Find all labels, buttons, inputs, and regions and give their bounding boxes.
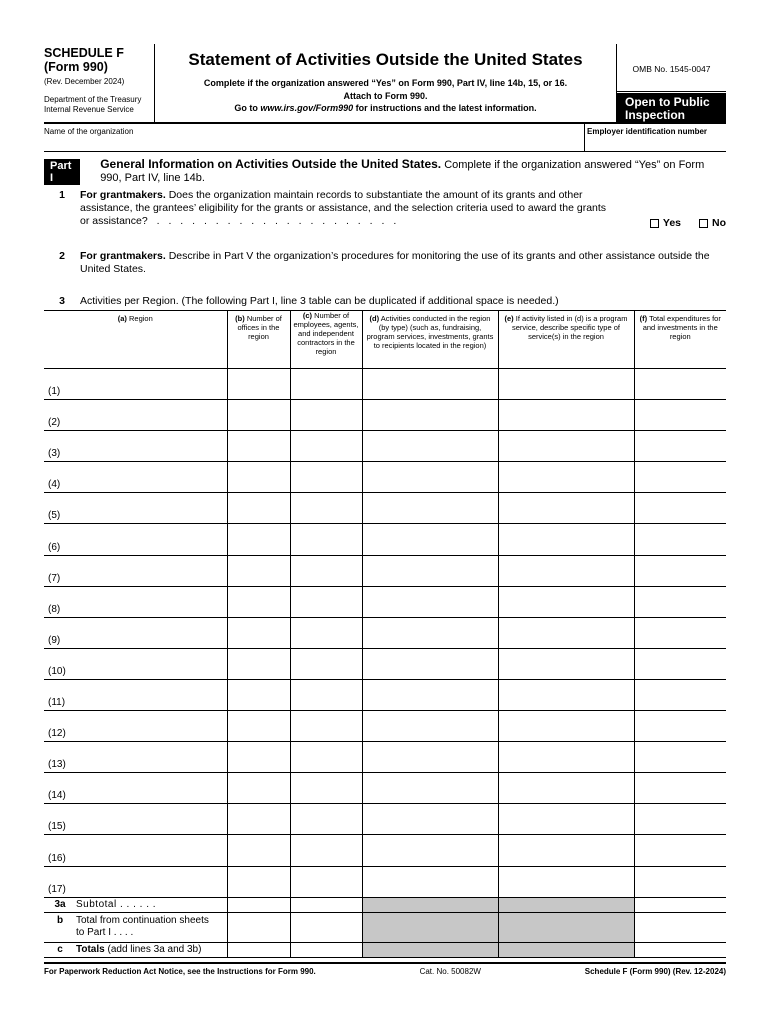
part1-title: General Information on Activities Outside the United States. [100,157,442,171]
continuation-number: b [56,915,64,927]
row-16-activities-cell[interactable] [362,835,498,866]
totals-bold: Totals [76,944,105,956]
totals-text: (add lines 3a and 3b) [104,944,202,956]
row-12-offices-cell[interactable] [227,711,290,742]
row-4-service-type-cell[interactable] [498,462,634,493]
line-1-leader-dots: . . . . . . . . . . . . . . . . . . . . . [156,215,400,227]
row-number-label: (2) [48,417,61,429]
subtotal-text: Subtotal . . . . . . [76,899,157,911]
row-number-label: (11) [48,697,66,709]
table-row [44,493,726,524]
subtotal-e-shaded [498,897,634,912]
row-6-activities-cell[interactable] [362,524,498,555]
row-13-expenditures-cell[interactable] [634,742,726,773]
line-3-number: 3 [59,295,65,307]
row-5-activities-cell[interactable] [362,493,498,524]
totals-row [44,942,726,957]
row-15-employees-cell[interactable] [290,804,362,835]
row-7-service-type-cell[interactable] [498,555,634,586]
row-14-offices-cell[interactable] [227,773,290,804]
col-e-header [498,311,634,369]
org-name-label: Name of the organization [44,127,134,136]
row-8-service-type-cell[interactable] [498,586,634,617]
table-row [44,711,726,742]
row-6-service-type-cell[interactable] [498,524,634,555]
row-12-employees-cell[interactable] [290,711,362,742]
row-7-employees-cell[interactable] [290,555,362,586]
table-row [44,804,726,835]
row-number-label: (16) [48,852,66,864]
instruction-prefix: Go to [234,103,261,113]
row-15-region-cell[interactable] [44,804,227,835]
row-number-label: (9) [48,634,61,646]
row-12-service-type-cell[interactable] [498,711,634,742]
no-checkbox[interactable] [699,217,726,230]
row-10-offices-cell[interactable] [227,648,290,679]
form-title-block [155,44,616,122]
row-number-label: (3) [48,448,61,460]
row-15-activities-cell[interactable] [362,804,498,835]
continuation-e-shaded [498,912,634,942]
row-17-region-cell[interactable] [44,866,227,897]
continuation-f-cell[interactable] [634,912,726,942]
row-number-label: (13) [48,759,66,771]
row-12-expenditures-cell[interactable] [634,711,726,742]
row-8-activities-cell[interactable] [362,586,498,617]
row-10-expenditures-cell[interactable] [634,648,726,679]
row-1-region-cell[interactable] [44,369,227,400]
row-3-region-cell[interactable] [44,431,227,462]
instruction-line-3 [155,102,616,115]
footer-form-id: Schedule F (Form 990) (Rev. 12-2024) [584,966,726,976]
form-instructions [155,77,616,115]
row-17-service-type-cell[interactable] [498,866,634,897]
row-13-offices-cell[interactable] [227,742,290,773]
line-1-bold: For grantmakers. [80,189,166,201]
col-d-header [362,311,498,369]
table-row [44,462,726,493]
row-16-expenditures-cell[interactable] [634,835,726,866]
omb-block [616,44,726,122]
row-9-employees-cell[interactable] [290,617,362,648]
line-2-description: Describe in Part V the organization’s procedures for monitoring the use of its grants and other assistance outside the United States. [80,250,710,275]
row-5-service-type-cell[interactable] [498,493,634,524]
col-d-text: Activities conducted in the region (by type) (such as, fundraising, program services, investments, grants to recipients located in the region) [366,314,494,350]
org-identification-row [44,124,726,152]
row-9-service-type-cell[interactable] [498,617,634,648]
public-inspection-badge [617,93,726,124]
row-14-service-type-cell[interactable] [498,773,634,804]
row-number-label: (17) [48,883,66,895]
totals-e-shaded [498,942,634,957]
row-17-expenditures-cell[interactable] [634,866,726,897]
row-number-label: (8) [48,603,61,615]
continuation-label [44,912,227,942]
row-4-region-cell[interactable] [44,462,227,493]
row-8-offices-cell[interactable] [227,586,290,617]
row-9-region-cell[interactable] [44,617,227,648]
row-17-employees-cell[interactable] [290,866,362,897]
line-2-text [80,250,726,276]
row-15-offices-cell[interactable] [227,804,290,835]
table-row [44,524,726,555]
part1-header [44,158,726,185]
line-1-number: 1 [59,189,65,201]
line-1-question: Does the organization maintain records to substantiate the amount of its grants and other assistance, the grantees’ eligibility for the grants or assistance, and the selection criteria used to award the grants or assistance? [80,189,607,227]
row-11-region-cell[interactable] [44,679,227,710]
footer-paperwork-notice: For Paperwork Reduction Act Notice, see the Instructions for Form 990. [44,966,316,976]
row-6-expenditures-cell[interactable] [634,524,726,555]
row-16-service-type-cell[interactable] [498,835,634,866]
row-9-activities-cell[interactable] [362,617,498,648]
table-row [44,555,726,586]
row-16-employees-cell[interactable] [290,835,362,866]
line-1 [44,189,726,228]
revision-date: (Rev. December 2024) [44,77,125,86]
row-9-expenditures-cell[interactable] [634,617,726,648]
row-6-region-cell[interactable] [44,524,227,555]
col-f-header [634,311,726,369]
row-14-region-cell[interactable] [44,773,227,804]
col-f-text: Total expenditures for and investments in the region [642,314,721,341]
continuation-row [44,912,726,942]
row-number-label: (12) [48,728,66,740]
table-row [44,773,726,804]
row-14-employees-cell[interactable] [290,773,362,804]
row-12-activities-cell[interactable] [362,711,498,742]
totals-d-shaded [362,942,498,957]
org-name-field[interactable] [44,124,584,151]
row-2-expenditures-cell[interactable] [634,400,726,431]
row-number-label: (1) [48,386,61,398]
totals-label [44,942,227,957]
col-b-header [227,311,290,369]
col-f-letter: (f) [639,314,648,323]
continuation-text: Total from continuation sheets to Part I . . . . [76,915,209,939]
row-14-activities-cell[interactable] [362,773,498,804]
region-activities-table [44,310,726,958]
row-number-label: (5) [48,510,61,522]
row-3-expenditures-cell[interactable] [634,431,726,462]
row-7-activities-cell[interactable] [362,555,498,586]
table-body [44,369,726,958]
form-header [44,44,726,124]
row-12-region-cell[interactable] [44,711,227,742]
table-row [44,648,726,679]
table-row [44,431,726,462]
row-8-expenditures-cell[interactable] [634,586,726,617]
row-14-expenditures-cell[interactable] [634,773,726,804]
part1-heading [100,158,726,184]
omb-number: OMB No. 1545-0047 [617,44,726,92]
row-2-service-type-cell[interactable] [498,400,634,431]
row-5-employees-cell[interactable] [290,493,362,524]
row-7-offices-cell[interactable] [227,555,290,586]
row-8-employees-cell[interactable] [290,586,362,617]
page-footer [44,962,726,976]
row-5-expenditures-cell[interactable] [634,493,726,524]
row-4-employees-cell[interactable] [290,462,362,493]
table-row [44,742,726,773]
table-row [44,835,726,866]
row-10-activities-cell[interactable] [362,648,498,679]
continuation-c-cell[interactable] [290,912,362,942]
row-15-expenditures-cell[interactable] [634,804,726,835]
badge-line-2: Inspection [625,108,686,122]
no-label: No [712,217,726,229]
line-3-text: Activities per Region. (The following Part I, line 3 table can be duplicated if additional space is needed.) [80,295,559,307]
subtotal-b-cell[interactable] [227,897,290,912]
row-10-service-type-cell[interactable] [498,648,634,679]
subtotal-f-cell[interactable] [634,897,726,912]
row-16-region-cell[interactable] [44,835,227,866]
row-1-offices-cell[interactable] [227,369,290,400]
table-header-row [44,311,726,369]
row-4-expenditures-cell[interactable] [634,462,726,493]
form-id-block [44,44,155,122]
row-13-region-cell[interactable] [44,742,227,773]
yes-label: Yes [662,217,681,229]
col-a-header [44,311,227,369]
part1-tag: Part I [44,159,80,185]
badge-line-1: Open to Public [625,95,710,109]
part1-instructions: Complete if the organization answered “Yes” on Form 990, Part IV, line 14b. [100,159,705,184]
totals-number: c [57,944,63,956]
totals-c-cell[interactable] [290,942,362,957]
line-2 [44,250,726,276]
table-row [44,400,726,431]
row-11-service-type-cell[interactable] [498,679,634,710]
subtotal-number: 3a [54,899,66,911]
row-13-service-type-cell[interactable] [498,742,634,773]
continuation-d-shaded [362,912,498,942]
col-c-text: Number of employees, agents, and independent contractors in the region [293,311,359,356]
row-2-offices-cell[interactable] [227,400,290,431]
totals-b-cell[interactable] [227,942,290,957]
row-17-activities-cell[interactable] [362,866,498,897]
row-number-label: (15) [48,821,66,833]
form-page [44,44,726,976]
row-number-label: (4) [48,479,61,491]
instructions-link[interactable]: www.irs.gov/Form990 [260,103,354,113]
row-number-label: (14) [48,790,66,802]
col-a-text: Region [126,314,153,323]
line-2-number: 2 [59,250,65,262]
row-3-offices-cell[interactable] [227,431,290,462]
department-label: Department of the Treasury [44,95,142,104]
row-7-region-cell[interactable] [44,555,227,586]
subtotal-label [44,897,227,912]
subtotal-row [44,897,726,912]
row-6-offices-cell[interactable] [227,524,290,555]
row-5-region-cell[interactable] [44,493,227,524]
row-1-expenditures-cell[interactable] [634,369,726,400]
table-row [44,586,726,617]
col-e-letter: (e) [504,314,514,323]
row-13-employees-cell[interactable] [290,742,362,773]
form-title: Statement of Activities Outside the United States [188,50,583,69]
subtotal-c-cell[interactable] [290,897,362,912]
row-1-activities-cell[interactable] [362,369,498,400]
row-3-employees-cell[interactable] [290,431,362,462]
row-number-label: (10) [48,665,66,677]
row-2-employees-cell[interactable] [290,400,362,431]
row-11-offices-cell[interactable] [227,679,290,710]
row-11-employees-cell[interactable] [290,679,362,710]
table-row [44,866,726,897]
row-4-offices-cell[interactable] [227,462,290,493]
ein-label: Employer identification number [587,127,708,136]
col-c-header [290,311,362,369]
subtotal-d-shaded [362,897,498,912]
row-1-service-type-cell[interactable] [498,369,634,400]
row-2-activities-cell[interactable] [362,400,498,431]
instruction-line-1: Complete if the organization answered “Yes” on Form 990, Part IV, line 14b, 15, or 16. [203,78,568,88]
continuation-b-cell[interactable] [227,912,290,942]
row-5-offices-cell[interactable] [227,493,290,524]
no-box-icon[interactable] [699,219,708,228]
row-7-expenditures-cell[interactable] [634,555,726,586]
row-15-service-type-cell[interactable] [498,804,634,835]
row-11-expenditures-cell[interactable] [634,679,726,710]
instruction-line-2: Attach to Form 990. [343,90,428,101]
row-3-activities-cell[interactable] [362,431,498,462]
line-2-bold: For grantmakers. [80,250,166,262]
agency-label: Internal Revenue Service [44,105,134,114]
row-4-activities-cell[interactable] [362,462,498,493]
instruction-suffix: for instructions and the latest information. [353,103,537,113]
col-e-text: If activity listed in (d) is a program service, describe specific type of service(s) in the region [512,314,628,341]
row-number-label: (6) [48,541,61,553]
line-3 [44,295,726,308]
row-16-offices-cell[interactable] [227,835,290,866]
schedule-name: SCHEDULE F [44,46,124,60]
row-number-label: (7) [48,572,61,584]
row-9-offices-cell[interactable] [227,617,290,648]
line-1-text [80,189,726,228]
row-13-activities-cell[interactable] [362,742,498,773]
table-row [44,369,726,400]
row-6-employees-cell[interactable] [290,524,362,555]
row-2-region-cell[interactable] [44,400,227,431]
col-a-letter: (a) [117,314,127,323]
ein-field[interactable] [584,124,726,151]
col-c-letter: (c) [302,311,313,320]
row-3-service-type-cell[interactable] [498,431,634,462]
row-10-employees-cell[interactable] [290,648,362,679]
yes-box-icon[interactable] [650,219,659,228]
col-b-letter: (b) [235,314,245,323]
totals-f-cell[interactable] [634,942,726,957]
footer-cat-number: Cat. No. 50082W [419,966,481,976]
row-10-region-cell[interactable] [44,648,227,679]
table-row [44,679,726,710]
yes-checkbox[interactable] [650,217,681,230]
form-number: (Form 990) [44,60,108,74]
col-b-text: Number of offices in the region [237,314,282,341]
table-row [44,617,726,648]
row-17-offices-cell[interactable] [227,866,290,897]
col-d-letter: (d) [369,314,380,323]
row-11-activities-cell[interactable] [362,679,498,710]
row-8-region-cell[interactable] [44,586,227,617]
row-1-employees-cell[interactable] [290,369,362,400]
